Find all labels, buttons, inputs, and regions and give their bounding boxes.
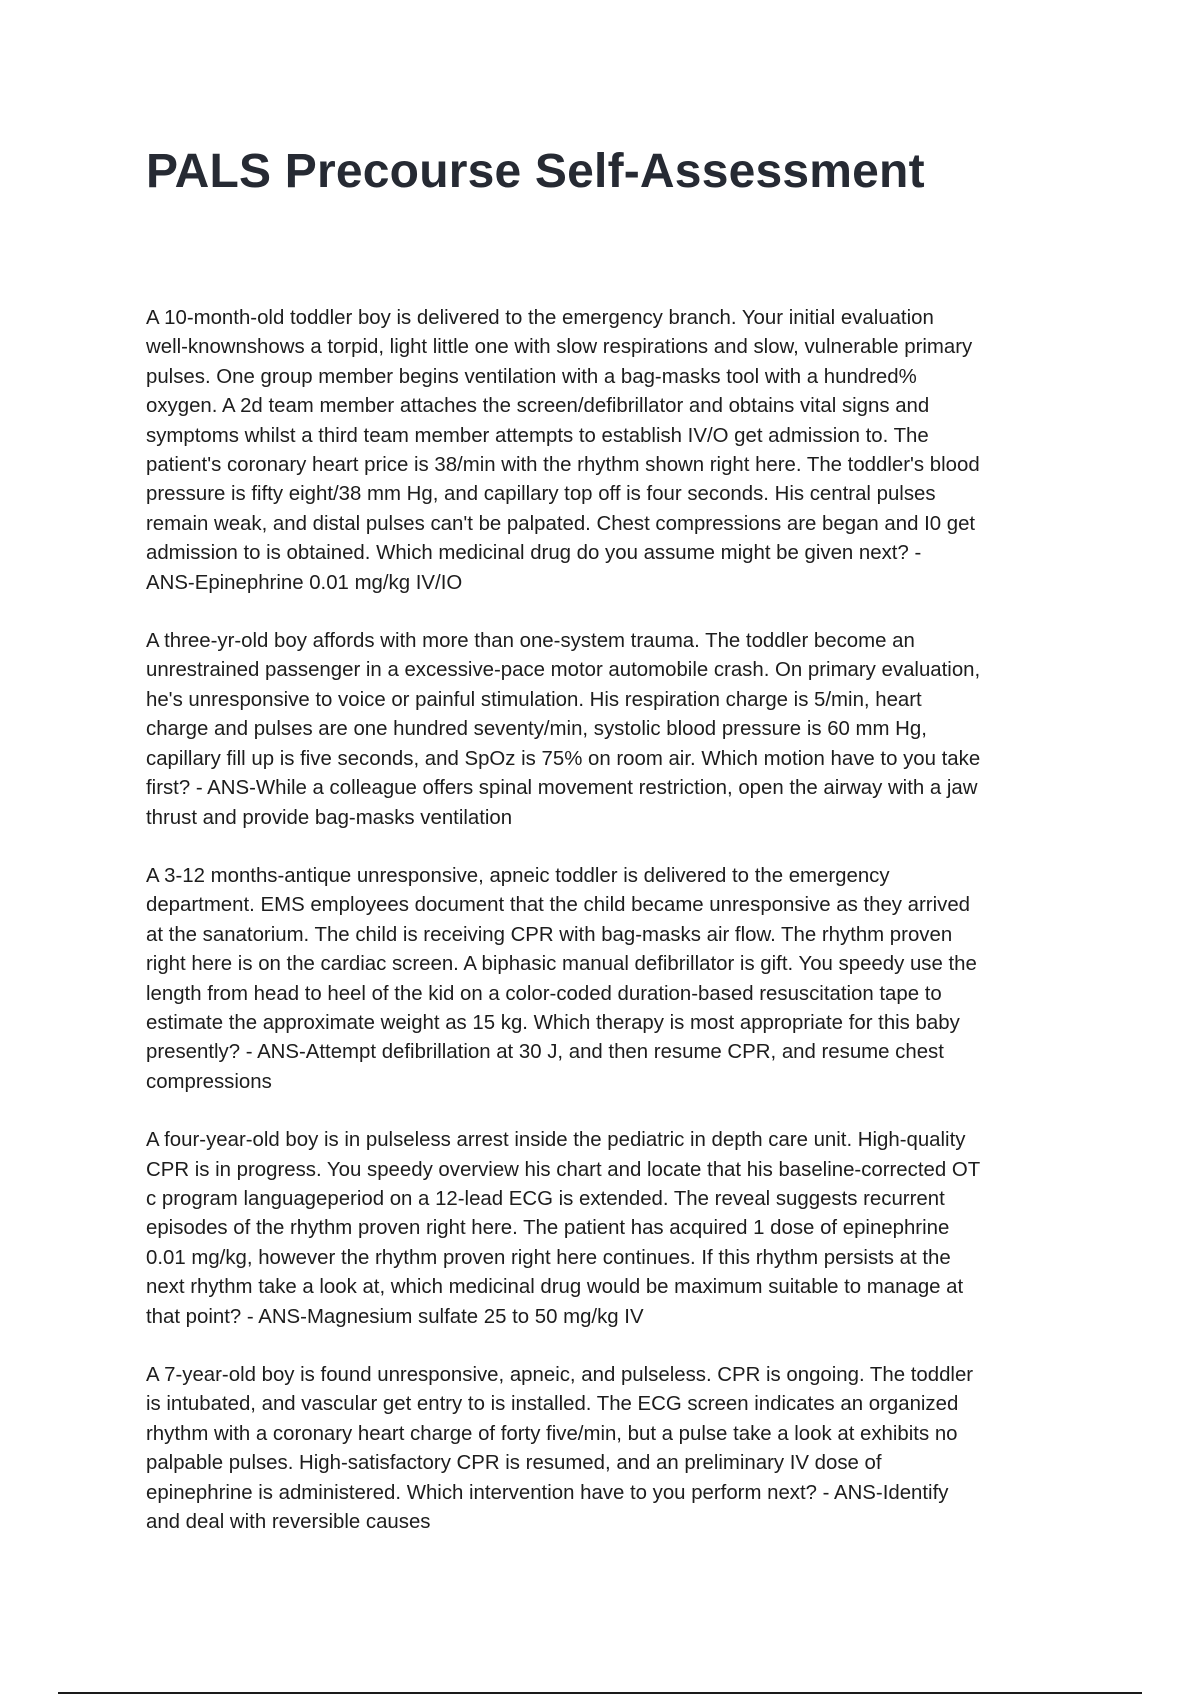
paragraph-line: presently? - ANS-Attempt defibrillation at 30 J, and then resume CPR, and resume chest bbox=[146, 1041, 944, 1064]
paragraph-line: at the sanatorium. The child is receiving CPR with bag-masks air flow. The rhythm proven bbox=[146, 923, 953, 946]
paragraph-line: A 10-month-old toddler boy is delivered to the emergency branch. Your initial evaluation bbox=[146, 307, 934, 329]
paragraph-line: is intubated, and vascular get entry to is installed. The ECG screen indicates an organized bbox=[146, 1393, 959, 1416]
paragraph-line: length from head to heel of the kid on a color-coded duration-based resuscitation tape to bbox=[146, 982, 942, 1005]
paragraph-line: charge and pulses are one hundred seventy/min, systolic blood pressure is 60 mm Hg, bbox=[146, 718, 927, 741]
paragraph-line: pressure is fifty eight/38 mm Hg, and capillary top off is four seconds. His central pulses bbox=[146, 483, 936, 506]
paragraph-line: department. EMS employees document that the child became unresponsive as they arrived bbox=[146, 894, 970, 917]
paragraph-line: A three-yr-old boy affords with more than one-system trauma. The toddler become an bbox=[146, 630, 915, 653]
paragraph-line: CPR is in progress. You speedy overview his chart and locate that his baseline-corrected OT bbox=[146, 1158, 981, 1181]
paragraph-line: A four-year-old boy is in pulseless arrest inside the pediatric in depth care unit. High-quality bbox=[146, 1129, 966, 1152]
paragraph-line: 0.01 mg/kg, however the rhythm proven right here continues. If this rhythm persists at the bbox=[146, 1246, 951, 1269]
paragraph-line: ANS-Epinephrine 0.01 mg/kg IV/IO bbox=[146, 571, 463, 594]
question-list bbox=[146, 304, 1066, 1566]
paragraph-line: that point? - ANS-Magnesium sulfate 25 to 50 mg/kg IV bbox=[146, 1305, 644, 1328]
paragraph-line: palpable pulses. High-satisfactory CPR is resumed, and an preliminary IV dose of bbox=[146, 1452, 882, 1475]
paragraph-line: oxygen. A 2d team member attaches the screen/defibrillator and obtains vital signs and bbox=[146, 395, 930, 418]
paragraph-line: rhythm with a coronary heart charge of forty five/min, but a pulse take a look at exhibits no bbox=[146, 1422, 958, 1445]
paragraph-line: c program languageperiod on a 12-lead ECG is extended. The reveal suggests recurrent bbox=[146, 1187, 945, 1210]
paragraph-line: well-knownshows a torpid, light little one with slow respirations and slow, vulnerable primary bbox=[146, 336, 973, 359]
paragraph-line: admission to is obtained. Which medicinal drug do you assume might be given next? - bbox=[146, 542, 922, 565]
paragraph-line: unrestrained passenger in a excessive-pace motor automobile crash. On primary evaluation, bbox=[146, 659, 981, 682]
paragraph-line: patient's coronary heart price is 38/min with the rhythm shown right here. The toddler's blood bbox=[146, 454, 980, 477]
paragraph-line: pulses. One group member begins ventilation with a bag-masks tool with a hundred% bbox=[146, 365, 917, 388]
paragraph-line: thrust and provide bag-masks ventilation bbox=[146, 806, 513, 829]
paragraph-line: capillary fill up is five seconds, and SpOz is 75% on room air. Which motion have to you take bbox=[146, 747, 981, 770]
paragraph-line: A 7-year-old boy is found unresponsive, apneic, and pulseless. CPR is ongoing. The toddler bbox=[146, 1364, 974, 1386]
question-paragraph bbox=[146, 1361, 1066, 1537]
paragraph-line: next rhythm take a look at, which medicinal drug would be maximum suitable to manage at bbox=[146, 1276, 964, 1299]
paragraph-line: right here is on the cardiac screen. A biphasic manual defibrillator is gift. You speedy use the bbox=[146, 953, 977, 976]
question-paragraph bbox=[146, 862, 1066, 1097]
paragraph-line: epinephrine is administered. Which intervention have to you perform next? - ANS-Identify bbox=[146, 1481, 949, 1504]
paragraph-line: symptoms whilst a third team member attempts to establish IV/O get admission to. The bbox=[146, 424, 929, 447]
paragraph-line: episodes of the rhythm proven right here. The patient has acquired 1 dose of epinephrine bbox=[146, 1217, 950, 1240]
page-title: PALS Precourse Self-Assessment bbox=[146, 145, 925, 198]
paragraph-line: first? - ANS-While a colleague offers spinal movement restriction, open the airway with a jaw bbox=[146, 777, 978, 800]
paragraph-line: A 3-12 months-antique unresponsive, apneic toddler is delivered to the emergency bbox=[146, 864, 890, 887]
paragraph-line: compressions bbox=[146, 1070, 272, 1093]
paragraph-line: estimate the approximate weight as 15 kg. Which therapy is most appropriate for this baby bbox=[146, 1011, 960, 1034]
question-paragraph bbox=[146, 304, 1066, 598]
question-paragraph bbox=[146, 1126, 1066, 1332]
question-paragraph bbox=[146, 627, 1066, 833]
footer-divider bbox=[58, 1692, 1142, 1694]
paragraph-line: he's unresponsive to voice or painful stimulation. His respiration charge is 5/min, heart bbox=[146, 688, 922, 711]
paragraph-line: remain weak, and distal pulses can't be palpated. Chest compressions are began and I0 get bbox=[146, 512, 976, 535]
paragraph-line: and deal with reversible causes bbox=[146, 1511, 431, 1534]
